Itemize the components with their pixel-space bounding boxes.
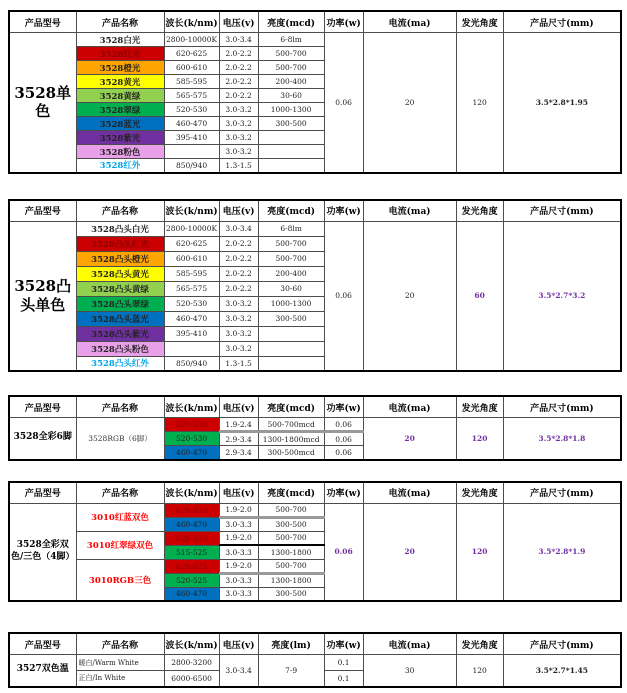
product-name-cell: 3010红蓝双色	[76, 503, 164, 531]
spec-table-3	[8, 395, 622, 461]
wavelength-cell: 520-525	[164, 573, 219, 587]
voltage-cell: 3.0-3.3	[219, 587, 258, 601]
wavelength-cell: 460-470	[164, 517, 219, 531]
beam-angle-cell: 120	[456, 418, 503, 460]
header-current: 电流(ma)	[363, 482, 456, 504]
wavelength-cell: 2800-3200	[164, 655, 219, 671]
header-brightness: 亮度(lm)	[258, 633, 324, 655]
wavelength-cell: 600-610	[164, 61, 219, 75]
header-dimensions: 产品尺寸(mm)	[503, 482, 621, 504]
voltage-cell: 2.0-2.2	[219, 61, 258, 75]
brightness-cell: 7-9	[258, 655, 324, 687]
dimensions-cell: 3.5*2.7*1.45	[503, 655, 621, 687]
wavelength-cell: 395-410	[164, 131, 219, 145]
current-cell: 20	[363, 221, 456, 371]
voltage-cell: 1.9-2.0	[219, 559, 258, 573]
voltage-cell: 3.0-3.4	[219, 33, 258, 47]
current-cell: 20	[363, 418, 456, 460]
wavelength-cell: 520-530	[164, 103, 219, 117]
product-name-cell: 3528凸头黄绿	[76, 281, 164, 296]
wavelength-cell: 395-410	[164, 326, 219, 341]
product-name-cell: 3010RGB三色	[76, 559, 164, 601]
wavelength-cell: 460-470	[164, 587, 219, 601]
header-power: 功率(w)	[324, 11, 363, 33]
power-cell: 0.06	[324, 418, 363, 432]
header-dimensions: 产品尺寸(mm)	[503, 396, 621, 418]
wavelength-cell: 585-595	[164, 75, 219, 89]
beam-angle-cell: 120	[456, 655, 503, 687]
brightness-cell: 500-700	[258, 236, 324, 251]
brightness-cell: 500-700	[258, 61, 324, 75]
table-row	[9, 503, 621, 517]
wavelength-cell: 2800-10000K	[164, 33, 219, 47]
brightness-cell: 1300-1800mcd	[258, 432, 324, 446]
voltage-cell: 3.0-3.2	[219, 296, 258, 311]
brightness-cell: 1300-1800	[258, 573, 324, 587]
voltage-cell: 2.0-2.2	[219, 266, 258, 281]
header-wavelength: 波长(k/nm)	[164, 396, 219, 418]
header-beam-angle: 发光角度	[456, 396, 503, 418]
brightness-cell: 500-700	[258, 503, 324, 517]
voltage-cell: 2.9-3.4	[219, 432, 258, 446]
wavelength-cell: 620-625	[164, 47, 219, 61]
brightness-cell: 30-60	[258, 281, 324, 296]
wavelength-cell: 620-630	[164, 531, 219, 545]
product-name-cell: 3528翠绿	[76, 103, 164, 117]
voltage-cell: 3.0-3.2	[219, 326, 258, 341]
header-current: 电流(ma)	[363, 396, 456, 418]
wavelength-cell: 520-530	[164, 296, 219, 311]
product-name-cell: 3528橙光	[76, 61, 164, 75]
model-cell: 3527双色温	[9, 655, 76, 687]
brightness-cell: 300-500	[258, 587, 324, 601]
header-wavelength: 波长(k/nm)	[164, 633, 219, 655]
model-cell: 3528全彩6脚	[9, 418, 76, 460]
spec-table-5	[8, 632, 622, 688]
brightness-cell: 300-500mcd	[258, 446, 324, 460]
header-current: 电流(ma)	[363, 11, 456, 33]
voltage-cell: 1.3-1.5	[219, 356, 258, 371]
power-cell: 0.06	[324, 33, 363, 173]
dimensions-cell: 3.5*2.8*1.95	[503, 33, 621, 173]
wavelength-cell: 850/940	[164, 356, 219, 371]
wavelength-cell: 460-470	[164, 311, 219, 326]
voltage-cell: 3.0-3.2	[219, 103, 258, 117]
header-beam-angle: 发光角度	[456, 200, 503, 222]
wavelength-cell: 585-595	[164, 266, 219, 281]
product-name-cell: 3528凸头蓝光	[76, 311, 164, 326]
product-name-cell: 3528RGB（6脚）	[76, 418, 164, 460]
table-row	[9, 418, 621, 432]
dimensions-cell: 3.5*2.8*1.8	[503, 418, 621, 460]
voltage-cell: 3.0-3.3	[219, 517, 258, 531]
model-cell: 3528全彩双色/三色（4脚）	[9, 503, 76, 601]
voltage-cell: 1.3-1.5	[219, 159, 258, 173]
voltage-cell: 1.9-2.4	[219, 418, 258, 432]
brightness-cell	[258, 145, 324, 159]
header-dimensions: 产品尺寸(mm)	[503, 11, 621, 33]
wavelength-cell: 565-575	[164, 89, 219, 103]
product-name-cell: 3528黄绿	[76, 89, 164, 103]
model-cell: 3528凸头单色	[9, 221, 76, 371]
header-power: 功率(w)	[324, 396, 363, 418]
wavelength-cell: 620-625	[164, 559, 219, 573]
header-brightness: 亮度(mcd)	[258, 200, 324, 222]
product-name-cell: 3528凸头白光	[76, 221, 164, 236]
voltage-cell: 2.9-3.4	[219, 446, 258, 460]
product-name-cell: 3528凸头紫光	[76, 326, 164, 341]
header-product-name: 产品名称	[76, 633, 164, 655]
wavelength-cell: 620-630	[164, 503, 219, 517]
voltage-cell: 3.0-3.2	[219, 145, 258, 159]
beam-angle-cell: 60	[456, 221, 503, 371]
beam-angle-cell: 120	[456, 503, 503, 601]
header-product-name: 产品名称	[76, 200, 164, 222]
header-power: 功率(w)	[324, 200, 363, 222]
header-power: 功率(w)	[324, 482, 363, 504]
wavelength-cell: 460-470	[164, 446, 219, 460]
voltage-cell: 1.9-2.0	[219, 503, 258, 517]
voltage-cell: 3.0-3.2	[219, 311, 258, 326]
header-beam-angle: 发光角度	[456, 482, 503, 504]
header-wavelength: 波长(k/nm)	[164, 482, 219, 504]
header-voltage: 电压(v)	[219, 11, 258, 33]
wavelength-cell: 6000-6500	[164, 671, 219, 687]
product-name-cell: 3528白光	[76, 33, 164, 47]
product-name-cell: 3528凸头橙光	[76, 251, 164, 266]
brightness-cell: 1000-1300	[258, 103, 324, 117]
power-cell: 0.06	[324, 432, 363, 446]
product-name-cell: 暖白/Warm White	[76, 655, 164, 671]
brightness-cell: 300-500	[258, 311, 324, 326]
brightness-cell: 200-400	[258, 266, 324, 281]
product-name-cell: 3528粉色	[76, 145, 164, 159]
header-brightness: 亮度(mcd)	[258, 396, 324, 418]
table-row	[9, 655, 621, 671]
power-cell: 0.1	[324, 655, 363, 671]
header-beam-angle: 发光角度	[456, 11, 503, 33]
brightness-cell: 300-500	[258, 517, 324, 531]
spec-table-2	[8, 199, 622, 373]
spec-table-1	[8, 10, 622, 174]
header-dimensions: 产品尺寸(mm)	[503, 633, 621, 655]
spec-table-4	[8, 481, 622, 603]
header-wavelength: 波长(k/nm)	[164, 200, 219, 222]
brightness-cell	[258, 326, 324, 341]
brightness-cell: 6-8lm	[258, 33, 324, 47]
wavelength-cell	[164, 341, 219, 356]
voltage-cell: 2.0-2.2	[219, 281, 258, 296]
header-voltage: 电压(v)	[219, 482, 258, 504]
table-row	[9, 33, 621, 47]
voltage-cell: 2.0-2.2	[219, 251, 258, 266]
voltage-cell: 2.0-2.2	[219, 236, 258, 251]
product-name-cell: 正白/In White	[76, 671, 164, 687]
header-brightness: 亮度(mcd)	[258, 11, 324, 33]
header-dimensions: 产品尺寸(mm)	[503, 200, 621, 222]
header-product-name: 产品名称	[76, 11, 164, 33]
brightness-cell: 30-60	[258, 89, 324, 103]
header-product-name: 产品名称	[76, 482, 164, 504]
brightness-cell	[258, 341, 324, 356]
wavelength-cell: 600-610	[164, 251, 219, 266]
power-cell: 0.1	[324, 671, 363, 687]
header-model: 产品型号	[9, 633, 76, 655]
wavelength-cell: 850/940	[164, 159, 219, 173]
voltage-cell: 3.0-3.4	[219, 221, 258, 236]
voltage-cell: 3.0-3.2	[219, 131, 258, 145]
power-cell: 0.06	[324, 221, 363, 371]
wavelength-cell: 620-625	[164, 236, 219, 251]
wavelength-cell	[164, 145, 219, 159]
header-voltage: 电压(v)	[219, 633, 258, 655]
voltage-cell: 2.0-2.2	[219, 89, 258, 103]
brightness-cell: 6-8lm	[258, 221, 324, 236]
product-name-cell: 3010红翠绿双色	[76, 531, 164, 559]
header-wavelength: 波长(k/nm)	[164, 11, 219, 33]
product-name-cell: 3528黄光	[76, 75, 164, 89]
brightness-cell: 500-700	[258, 531, 324, 545]
current-cell: 20	[363, 33, 456, 173]
header-current: 电流(ma)	[363, 200, 456, 222]
voltage-cell: 3.0-3.3	[219, 545, 258, 559]
product-name-cell: 3528红光	[76, 47, 164, 61]
header-beam-angle: 发光角度	[456, 633, 503, 655]
product-name-cell: 3528凸头粉色	[76, 341, 164, 356]
header-model: 产品型号	[9, 200, 76, 222]
header-voltage: 电压(v)	[219, 200, 258, 222]
header-voltage: 电压(v)	[219, 396, 258, 418]
wavelength-cell: 520-530	[164, 432, 219, 446]
header-model: 产品型号	[9, 396, 76, 418]
brightness-cell: 500-700mcd	[258, 418, 324, 432]
current-cell: 30	[363, 655, 456, 687]
brightness-cell: 300-500	[258, 117, 324, 131]
product-name-cell: 3528紫光	[76, 131, 164, 145]
product-name-cell: 3528凸头红外	[76, 356, 164, 371]
header-model: 产品型号	[9, 11, 76, 33]
wavelength-cell: 460-470	[164, 117, 219, 131]
wavelength-cell: 565-575	[164, 281, 219, 296]
current-cell: 20	[363, 503, 456, 601]
dimensions-cell: 3.5*2.8*1.9	[503, 503, 621, 601]
wavelength-cell: 2800-10000K	[164, 221, 219, 236]
voltage-cell: 2.0-2.2	[219, 75, 258, 89]
product-name-cell: 3528凸头翠绿	[76, 296, 164, 311]
voltage-cell: 3.0-3.2	[219, 341, 258, 356]
voltage-cell: 1.9-2.0	[219, 531, 258, 545]
brightness-cell: 200-400	[258, 75, 324, 89]
header-power: 功率(w)	[324, 633, 363, 655]
product-name-cell: 3528凸头黄光	[76, 266, 164, 281]
brightness-cell	[258, 131, 324, 145]
wavelength-cell: 620-630	[164, 418, 219, 432]
header-model: 产品型号	[9, 482, 76, 504]
table-row	[9, 221, 621, 236]
product-name-cell: 3528红外	[76, 159, 164, 173]
brightness-cell: 500-700	[258, 559, 324, 573]
voltage-cell: 3.0-3.3	[219, 573, 258, 587]
voltage-cell: 3.0-3.4	[219, 655, 258, 687]
product-name-cell: 3528蓝光	[76, 117, 164, 131]
brightness-cell	[258, 159, 324, 173]
brightness-cell: 1000-1300	[258, 296, 324, 311]
led-spec-sheet	[0, 10, 627, 688]
brightness-cell: 1300-1800	[258, 545, 324, 559]
header-current: 电流(ma)	[363, 633, 456, 655]
voltage-cell: 2.0-2.2	[219, 47, 258, 61]
beam-angle-cell: 120	[456, 33, 503, 173]
power-cell: 0.06	[324, 446, 363, 460]
wavelength-cell: 515-525	[164, 545, 219, 559]
header-product-name: 产品名称	[76, 396, 164, 418]
brightness-cell: 500-700	[258, 251, 324, 266]
header-brightness: 亮度(mcd)	[258, 482, 324, 504]
brightness-cell: 500-700	[258, 47, 324, 61]
power-cell: 0.06	[324, 503, 363, 601]
voltage-cell: 3.0-3.2	[219, 117, 258, 131]
dimensions-cell: 3.5*2.7*3.2	[503, 221, 621, 371]
brightness-cell	[258, 356, 324, 371]
model-cell: 3528单色	[9, 33, 76, 173]
product-name-cell: 3528凸头红光	[76, 236, 164, 251]
